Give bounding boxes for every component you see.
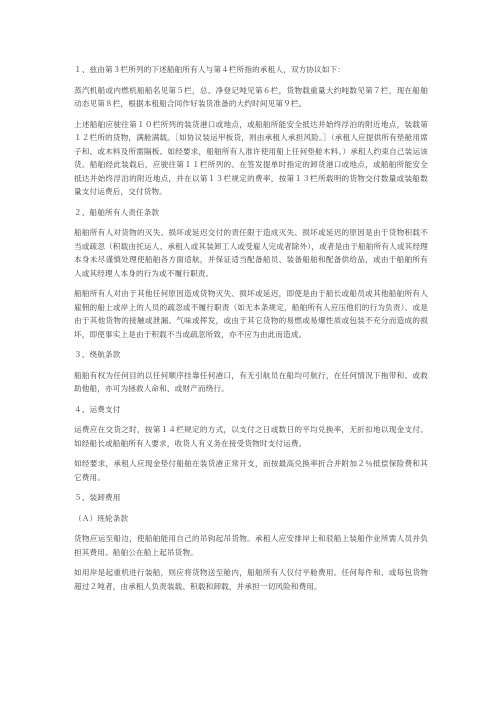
clause-1-intro: １、兹由第３栏所列的下述船舶所有人与第４栏所指的承租人，双方协议如下： [74,65,346,74]
owners-responsibility-paragraph-1: 船舶所有人对货物的灭失、损坏或延迟交付的责任限于造成灭失、损坏或延迟的原因是由于货物积载不当或疏忽（积载由托运人、承租人或其装卸工人或受雇人完成者除外），或者是由于船舶所有人或其经理本身未尽谨慎处理使船舶各方面适航，并保证适当配备船员、装备船舶和配备供给品，或由于船舶所有人或其经理人本身的行为或不履行职责。 [74,228,428,278]
freight-payment-paragraph-1: 运费应在交货之时，按第１４栏规定的方式，以支付之日或数日的平均兑换率，无折扣地以现金支付。如经船长或船舶所有人要求，收货人有义务在接受货物时支付运费。 [74,425,428,448]
clause-5-heading: ５、装卸费用 [74,493,121,502]
clause-2-heading: ２、船舶所有人责任条款 [74,207,160,217]
loading-voyage-paragraph: 上述船舶应驶往第１０栏所列的装货港口或地点，或船舶所能安全抵达并始终浮泊的附近地点，装载第１２栏所的货物，满舱满载。［如协议装运甲板货，则由承租人承担风险。］（承租人应提供所有垫舱用席子和、或木料及所需隔板。如经要求，船舶所有人准许使用船上任何垫舱木料。）承租人约束自己装运该货。船舶经此装载后，应驶往第１１栏所列的、在签发提单时指定的卸货港口或地点，或船舶所能安全抵达并始终浮泊的附近地点，并在以第１３栏规定的费率，按第１３栏所载明的货物交付数量或装船数量支付运费后，交付货物。 [74,119,428,196]
owners-responsibility-paragraph-2: 船舶所有人对由于其他任何原因造成货物灭失、损坏或延迟，即使是由于船长或船员或其他船舶所有人雇佣的船上或岸上的人员的疏忽或不履行职责（如无本条规定，船舶所有人应压他们的行为负责）、或是由于其他货物的接触或泄漏、气味或挥发，或由于其它货物的易燃或易爆性质或包装不充分而造成的损坏，即使事实上是由于积载不当或疏忽所致，亦不应为由此而造成。 [74,289,428,339]
liner-terms-paragraph-2: 如用岸是起重机进行装船，则应将货物送至舱内，船舶所有人仅付平舱费用。任何每件和、或每包货物超过２吨者，由承租人负责装载、积载和卸载，并承担一切风险和费用。 [74,568,428,591]
clause-5a-subheading: （Ａ）班轮条款 [74,513,129,523]
deviation-paragraph: 船舶有权为任何目的以任何顺序挂靠任何港口，有无引航员在船均可航行，在任何情况下拖带和、或救助他船，亦可为拯救人命和、或财产而绕行。 [74,370,428,393]
clause-3-heading: ３、绕航条款 [74,350,121,359]
vessel-description-paragraph: 蒸汽机船或内燃机船船名见第５栏，总、净登记吨见第６栏，货物载重量大约吨数见第７栏，现在船舶动态见第８栏，根据本租船合同作好装货准备的大约时间见第９栏。 [74,85,428,108]
freight-payment-paragraph-2: 如经要求，承租人应现金垫付船舶在装货港正常开支，而按最高兑换率折合并附加２％抵偿保险费和其它费用。 [74,459,428,482]
liner-terms-paragraph-1: 货物应运至船边，使船舶能用自己的吊钩起吊货物。承租人应安排岸上和驳船上装船作业所需人员并负担其费用。船舶公在船上起吊货物。 [74,534,428,557]
clause-4-heading: ４、运费支付 [74,404,121,414]
